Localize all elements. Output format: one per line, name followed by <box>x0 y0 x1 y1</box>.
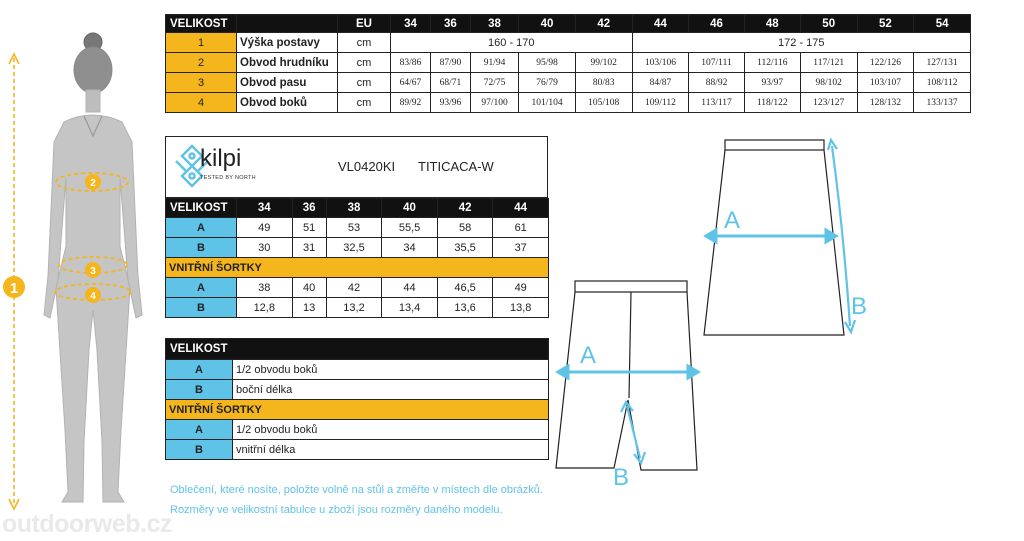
height-range: 160 - 170 <box>391 33 633 53</box>
cell-value: 51 <box>292 218 326 238</box>
legend-table <box>165 338 549 460</box>
row-label: A <box>166 360 233 380</box>
marker-1-icon <box>3 276 25 298</box>
row-label: B <box>166 440 233 460</box>
cell-value: 87/90 <box>430 53 470 73</box>
cell-value: 46,5 <box>437 278 493 298</box>
table-row <box>166 53 971 73</box>
row-label: A <box>166 218 237 238</box>
row-number: 1 <box>166 33 237 53</box>
header-size: 34 <box>237 199 293 218</box>
row-label: Obvod boků <box>237 93 338 113</box>
row-label: Obvod pasu <box>237 73 338 93</box>
row-number: 4 <box>166 93 237 113</box>
skirt-label-b: B <box>851 293 868 320</box>
cell-value: 108/112 <box>914 73 971 93</box>
watermark: outdoorweb.cz <box>2 510 172 538</box>
table-row <box>166 33 971 53</box>
row-label: Výška postavy <box>237 33 338 53</box>
brand-tagline: TESTED BY NORTH <box>200 175 256 181</box>
cell-value: 117/121 <box>800 53 857 73</box>
header-size: 44 <box>493 199 549 218</box>
cell-value: 44 <box>382 278 438 298</box>
header-size: 42 <box>437 199 493 218</box>
cell-value: 103/107 <box>857 73 914 93</box>
cell-value: 113/117 <box>689 93 744 113</box>
product-size-table <box>165 198 549 318</box>
table-row <box>166 278 549 298</box>
header-size: 44 <box>632 15 689 33</box>
cell-value: 13 <box>292 298 326 318</box>
cell-value: 35,5 <box>437 238 493 258</box>
note-line-1: Oblečení, které nosíte, položte volně na stůl a změřte v místech dle obrázků. <box>170 484 543 496</box>
row-unit: cm <box>338 93 391 113</box>
header-size: 38 <box>470 15 518 33</box>
cell-value: 101/104 <box>519 93 576 113</box>
cell-value: 89/92 <box>391 93 431 113</box>
cell-value: 88/92 <box>689 73 744 93</box>
product-header <box>165 136 548 198</box>
product-code: VL0420KI <box>338 159 396 174</box>
cell-value: 12,8 <box>237 298 293 318</box>
body-figure <box>0 0 160 541</box>
cell-value: 105/108 <box>575 93 632 113</box>
svg-text:4: 4 <box>90 291 96 302</box>
table-row <box>166 73 971 93</box>
row-number: 2 <box>166 53 237 73</box>
cell-value: 99/102 <box>575 53 632 73</box>
section-label: VNITŘNÍ ŠORTKY <box>166 400 549 420</box>
header-velikost: VELIKOST <box>166 199 237 218</box>
header-velikost: VELIKOST <box>166 15 237 33</box>
cell-value: 13,2 <box>326 298 382 318</box>
table-row <box>166 380 549 400</box>
table-row <box>166 440 549 460</box>
skirt-width-arrow-icon <box>706 230 836 242</box>
row-unit: cm <box>338 73 391 93</box>
cell-value: 13,8 <box>493 298 549 318</box>
cell-value: 109/112 <box>632 93 689 113</box>
cell-value: 49 <box>493 278 549 298</box>
cell-value: 95/98 <box>519 53 576 73</box>
svg-text:1: 1 <box>9 280 19 297</box>
shorts-width-arrow-icon <box>558 366 698 378</box>
row-label: A <box>166 278 237 298</box>
header-size: 48 <box>744 15 800 33</box>
cell-value: 123/127 <box>800 93 857 113</box>
cell-value: 55,5 <box>382 218 438 238</box>
table-row <box>166 93 971 113</box>
shorts-label-b: B <box>613 464 630 491</box>
row-number: 3 <box>166 73 237 93</box>
legend-header: VELIKOST <box>166 339 549 360</box>
legend-desc: boční délka <box>233 380 549 400</box>
cell-value: 76/79 <box>519 73 576 93</box>
cell-value: 80/83 <box>575 73 632 93</box>
cell-value: 72/75 <box>470 73 518 93</box>
row-label: B <box>166 380 233 400</box>
table-row <box>166 218 549 238</box>
row-label: B <box>166 298 237 318</box>
cell-value: 40 <box>292 278 326 298</box>
cell-value: 97/100 <box>470 93 518 113</box>
legend-desc: 1/2 obvodu boků <box>233 420 549 440</box>
marker-4-icon <box>85 287 101 303</box>
cell-value: 93/96 <box>430 93 470 113</box>
header-size: 40 <box>519 15 576 33</box>
table-row <box>166 400 549 420</box>
cell-value: 93/97 <box>744 73 800 93</box>
note-line-2: Rozměry ve velikostní tabulce u zboží jsou rozměry daného modelu. <box>170 504 503 516</box>
cell-value: 122/126 <box>857 53 914 73</box>
section-label: VNITŘNÍ ŠORTKY <box>166 258 549 278</box>
table-row <box>166 298 549 318</box>
cell-value: 133/137 <box>914 93 971 113</box>
row-label: B <box>166 238 237 258</box>
row-label: Obvod hrudníku <box>237 53 338 73</box>
cell-value: 103/106 <box>632 53 689 73</box>
cell-value: 68/71 <box>430 73 470 93</box>
header-size: 50 <box>800 15 857 33</box>
cell-value: 13,4 <box>382 298 438 318</box>
table-row <box>166 360 549 380</box>
header-size: 54 <box>914 15 971 33</box>
cell-value: 128/132 <box>857 93 914 113</box>
marker-3-icon <box>85 262 101 278</box>
cell-value: 30 <box>237 238 293 258</box>
row-label: A <box>166 420 233 440</box>
skirt-outline-icon <box>704 140 844 335</box>
svg-text:2: 2 <box>90 178 96 189</box>
shorts-outline-icon <box>556 281 697 470</box>
cell-value: 42 <box>326 278 382 298</box>
row-unit: cm <box>338 33 391 53</box>
header-size: 38 <box>326 199 382 218</box>
cell-value: 34 <box>382 238 438 258</box>
header-size: 40 <box>382 199 438 218</box>
cell-value: 127/131 <box>914 53 971 73</box>
cell-value: 32,5 <box>326 238 382 258</box>
cell-value: 83/86 <box>391 53 431 73</box>
cell-value: 61 <box>493 218 549 238</box>
header-size: 34 <box>391 15 431 33</box>
cell-value: 112/116 <box>744 53 800 73</box>
cell-value: 118/122 <box>744 93 800 113</box>
cell-value: 53 <box>326 218 382 238</box>
cell-value: 58 <box>437 218 493 238</box>
row-unit: cm <box>338 53 391 73</box>
shorts-inseam-arrow-icon <box>621 402 645 463</box>
table-row <box>166 258 549 278</box>
cell-value: 37 <box>493 238 549 258</box>
brand-name: kilpi <box>200 145 242 172</box>
legend-desc: vnitřní délka <box>233 440 549 460</box>
header-size: 42 <box>575 15 632 33</box>
header-size: 52 <box>857 15 914 33</box>
header-size: 36 <box>430 15 470 33</box>
legend-desc: 1/2 obvodu boků <box>233 360 549 380</box>
cell-value: 64/67 <box>391 73 431 93</box>
skirt-length-arrow-icon <box>828 140 855 332</box>
cell-value: 49 <box>237 218 293 238</box>
product-name: TITICACA-W <box>418 159 494 174</box>
table-row <box>166 238 549 258</box>
cell-value: 13,6 <box>437 298 493 318</box>
cell-value: 98/102 <box>800 73 857 93</box>
header-size: 36 <box>292 199 326 218</box>
header-eu: EU <box>338 15 391 33</box>
cell-value: 107/111 <box>689 53 744 73</box>
svg-text:3: 3 <box>90 266 96 277</box>
marker-2-icon <box>85 174 101 190</box>
size-table <box>165 14 971 113</box>
cell-value: 31 <box>292 238 326 258</box>
shorts-label-a: A <box>580 342 597 369</box>
height-range: 172 - 175 <box>632 33 970 53</box>
header-size: 46 <box>689 15 744 33</box>
cell-value: 91/94 <box>470 53 518 73</box>
cell-value: 84/87 <box>632 73 689 93</box>
cell-value: 38 <box>237 278 293 298</box>
table-row <box>166 420 549 440</box>
skirt-label-a: A <box>724 207 741 234</box>
